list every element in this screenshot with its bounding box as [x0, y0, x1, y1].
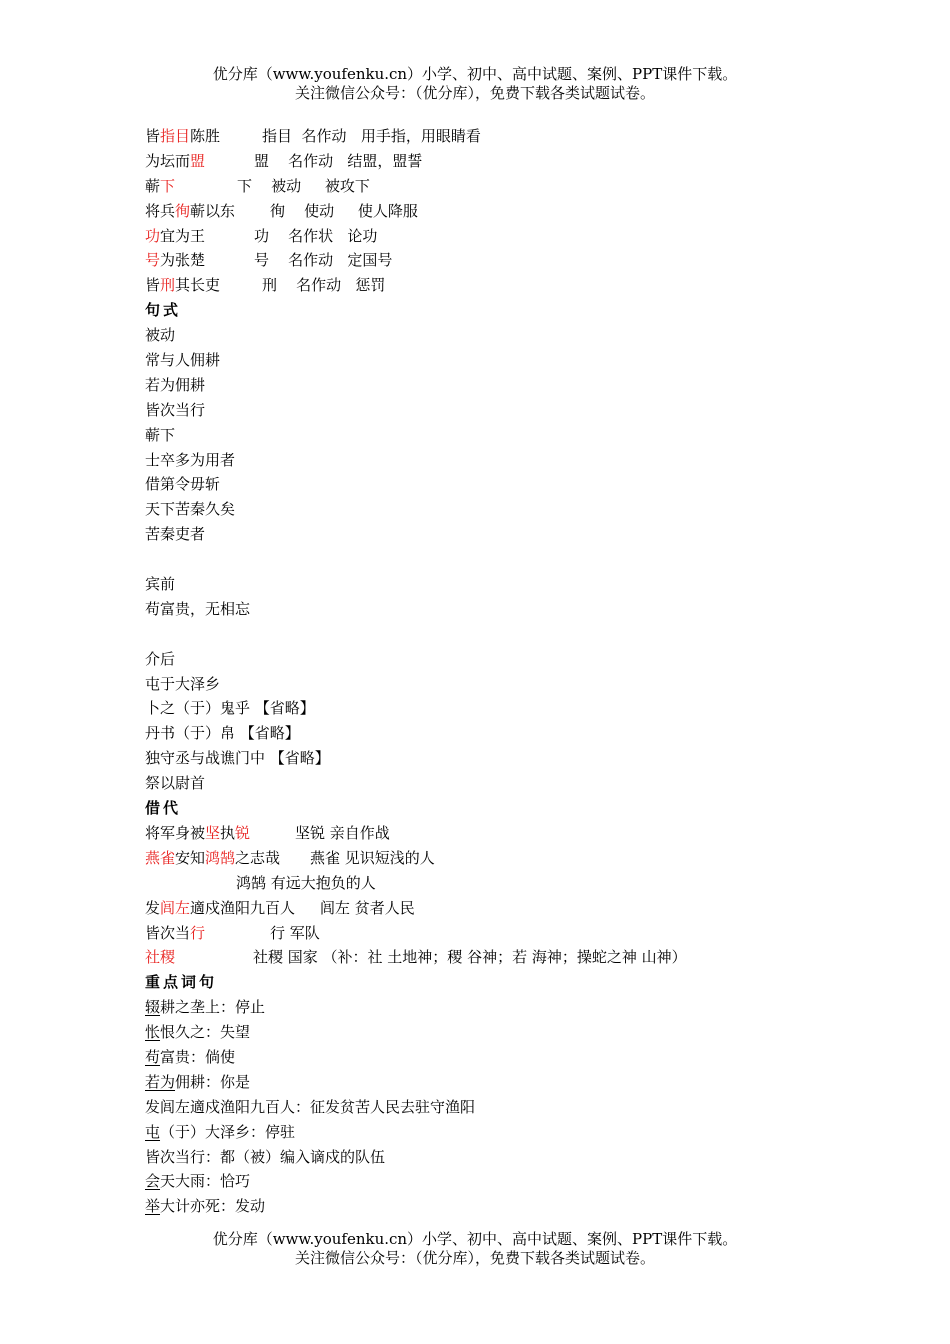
metonymy-row: 发闾左適戍渔阳九百人 闾左 贫者人民 [145, 896, 925, 921]
list-item: 借第令毋斩 [145, 475, 221, 494]
keyword-item: 辍耕之垄上：停止 [145, 998, 266, 1017]
keyword-item: 皆次当行：都（被）编入谪戍的队伍 [145, 1147, 386, 1166]
highlight-word: 盟 [190, 151, 206, 170]
keyword-item: 若为佣耕：你是 [145, 1072, 251, 1091]
highlight-word: 徇 [175, 201, 191, 220]
keyword-item: 发闾左適戍渔阳九百人：征发贫苦人民去驻守渔阳 [145, 1097, 476, 1116]
metonymy-note: 燕雀 见识短浅的人 [310, 848, 435, 867]
wordclass-row: 功宜为王 功 名作状 论功 [145, 224, 925, 249]
metonymy-row: 将军身被坚执锐 坚锐 亲自作战 [145, 821, 925, 846]
list-item: 祭以尉首 [145, 774, 206, 793]
keyword-item: 举大计亦死：发动 [145, 1197, 266, 1216]
list-item: 蕲下 [145, 425, 176, 444]
wordclass-note: 指目 名作动 用手指，用眼睛看 [262, 127, 481, 145]
keyword-item: 怅恨久之：失望 [145, 1023, 251, 1042]
document-body [145, 124, 925, 1219]
keyword-item: 苟富贵：倘使 [145, 1047, 236, 1066]
footer-line-1: 优分库（www.youfenku.cn）小学、初中、高中试题、案例、PPT课件下载。 [212, 1230, 738, 1248]
list-item: 宾前 [145, 575, 176, 594]
section-heading-syntax: 句式 [145, 301, 182, 320]
metonymy-row: 社稷 社稷 国家 （补：社 土地神；稷 谷神；若 海神；操蛇之神 山神） [145, 945, 925, 970]
highlight-word: 号 [145, 251, 161, 270]
section-heading-keywords: 重点词句 [145, 973, 218, 992]
list-item: 苦秦吏者 [145, 525, 206, 544]
metonymy-note: 社稷 国家 （补：社 土地神；稷 谷神；若 海神；操蛇之神 山神） [253, 948, 687, 967]
blank-line [145, 622, 925, 647]
wordclass-row: 蕲下 下 被动 被攻下 [145, 174, 925, 199]
wordclass-note: 号 名作动 定国号 [254, 251, 393, 270]
wordclass-note: 下 被动 被攻下 [237, 176, 370, 195]
wordclass-row: 皆指目陈胜 指目 名作动 用手指，用眼睛看 [145, 124, 925, 149]
list-item: 卜之（于）鬼乎 【省略】 [145, 699, 315, 718]
page-header [0, 65, 950, 103]
wordclass-note: 徇 使动 使人降服 [270, 201, 418, 220]
list-item: 屯于大泽乡 [145, 674, 221, 693]
highlight-word: 下 [160, 176, 176, 195]
metonymy-note: 鸿鹄 有远大抱负的人 [236, 873, 376, 892]
keyword-item: 会天大雨：恰巧 [145, 1172, 251, 1191]
list-item: 若为佣耕 [145, 375, 206, 394]
wordclass-note: 功 名作状 论功 [254, 226, 378, 245]
metonymy-row [145, 871, 925, 896]
wordclass-row: 号为张楚 号 名作动 定国号 [145, 248, 925, 273]
list-item: 苟富贵，无相忘 [145, 599, 251, 618]
list-item: 士卒多为用者 [145, 450, 236, 469]
metonymy-note: 闾左 贫者人民 [320, 898, 415, 917]
highlight-word: 刑 [160, 276, 176, 295]
page-footer [0, 1230, 950, 1268]
keyword-item: 屯（于）大泽乡：停驻 [145, 1122, 296, 1141]
footer-line-2: 关注微信公众号：（优分库），免费下载各类试题试卷。 [294, 1249, 655, 1267]
section-heading-metonymy: 借代 [145, 799, 182, 818]
metonymy-note: 坚锐 亲自作战 [295, 823, 390, 842]
list-item: 介后 [145, 649, 176, 668]
metonymy-note: 行 军队 [270, 923, 320, 942]
wordclass-note: 盟 名作动 结盟，盟誓 [254, 151, 423, 170]
header-line-2: 关注微信公众号：（优分库），免费下载各类试题试卷。 [294, 84, 655, 102]
metonymy-row: 燕雀安知鸿鹄之志哉 燕雀 见识短浅的人 [145, 846, 925, 871]
wordclass-row: 为坛而盟 盟 名作动 结盟，盟誓 [145, 149, 925, 174]
metonymy-row: 皆次当行 行 军队 [145, 921, 925, 946]
list-item: 丹书（于）帛 【省略】 [145, 724, 300, 743]
blank-line [145, 547, 925, 572]
wordclass-row: 皆刑其长吏 刑 名作动 惩罚 [145, 273, 925, 298]
wordclass-row: 将兵徇蕲以东 徇 使动 使人降服 [145, 199, 925, 224]
header-line-1: 优分库（www.youfenku.cn）小学、初中、高中试题、案例、PPT课件下载。 [212, 65, 738, 83]
list-item: 独守丞与战谯门中 【省略】 [145, 749, 330, 768]
list-item: 被动 [145, 326, 176, 345]
wordclass-note: 刑 名作动 惩罚 [262, 276, 386, 295]
list-item: 皆次当行 [145, 400, 206, 419]
highlight-word: 指目 [160, 127, 191, 145]
list-item: 常与人佣耕 [145, 351, 221, 370]
highlight-word: 功 [145, 226, 161, 245]
list-item: 天下苦秦久矣 [145, 500, 236, 519]
